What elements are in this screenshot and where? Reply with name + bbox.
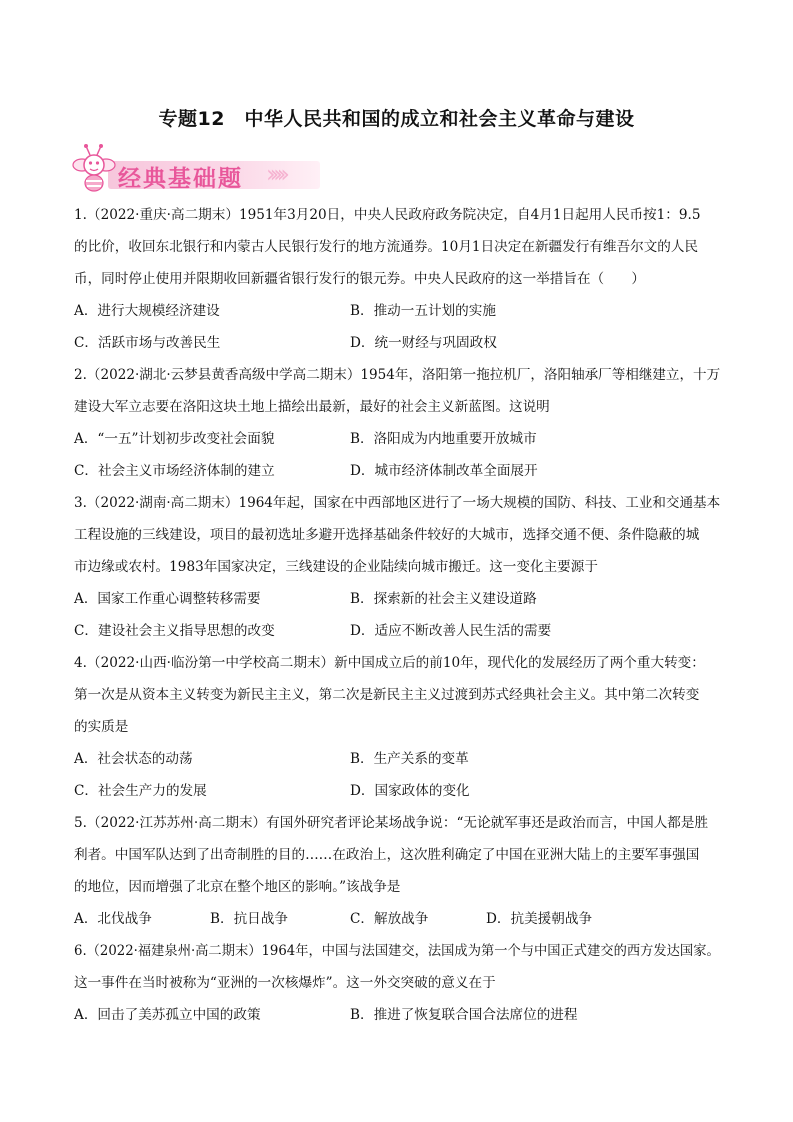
question-4-line-2: 第一次是从资本主义转变为新民主主义，第二次是新民主主义过渡到苏式经典社会主义。其中第二次转变: [74, 687, 700, 703]
question-2-option-b: B．洛阳成为内地重要开放城市: [350, 431, 537, 447]
question-6-option-a: A．回击了美苏孤立中国的政策: [74, 1007, 261, 1023]
section-heading: 经典基础题: [118, 166, 243, 192]
question-1-option-b: B．推动一五计划的实施: [350, 303, 496, 319]
question-5-option-b: B．抗日战争: [210, 911, 288, 927]
question-5-line-3: 的地位，因而增强了北京在整个地区的影响。”该战争是: [74, 879, 401, 895]
question-3-line-2: 工程设施的三线建设，项目的最初选址多避开选择基础条件较好的大城市，选择交通不便、条件隐蔽的城: [74, 527, 700, 543]
question-4-option-d: D．国家政体的变化: [350, 783, 470, 799]
question-5-line-2: 利者。中国军队达到了出奇制胜的目的……在政治上，这次胜利确定了中国在亚洲大陆上的主要军事强国: [74, 847, 700, 863]
question-1-option-d: D．统一财经与巩固政权: [350, 335, 497, 351]
question-2-option-a: A．“一五”计划初步改变社会面貌: [74, 431, 275, 447]
question-5-option-c: C．解放战争: [350, 911, 429, 927]
question-4-option-b: B．生产关系的变革: [350, 751, 469, 767]
question-3-line-3: 市边缘或农村。1983年国家决定，三线建设的企业陆续向城市搬迁。这一变化主要源于: [74, 559, 598, 575]
question-4-line-3: 的实质是: [74, 719, 129, 735]
question-2-line-1: 2.（2022·湖北·云梦县黄香高级中学高二期末）1954年，洛阳第一拖拉机厂，洛阳轴承厂等相继建立，十万: [74, 367, 721, 383]
question-4-option-c: C．社会生产力的发展: [74, 783, 207, 799]
bee-icon: [70, 143, 118, 193]
question-1-line-1: 1.（2022·重庆·高二期末）1951年3月20日，中央人民政府政务院决定，自4月1日起用人民币按1：9.5: [74, 207, 701, 223]
question-5-line-1: 5.（2022·江苏苏州·高二期末）有国外研究者评论某场战争说：“无论就军事还是政治而言，中国人都是胜: [74, 815, 709, 831]
question-3-option-c: C．建设社会主义指导思想的改变: [74, 623, 275, 639]
question-3-option-a: A．国家工作重心调整转移需要: [74, 591, 261, 607]
question-2-option-d: D．城市经济体制改革全面展开: [350, 463, 538, 479]
question-6-line-2: 这一事件在当时被称为“亚洲的一次核爆炸”。这一外交突破的意义在于: [74, 975, 496, 991]
question-4-line-1: 4.（2022·山西·临汾第一中学校高二期末）新中国成立后的前10年，现代化的发展经历了两个重大转变：: [74, 655, 705, 671]
question-3-option-b: B．探索新的社会主义建设道路: [350, 591, 537, 607]
question-3-option-d: D．适应不断改善人民生活的需要: [350, 623, 552, 639]
question-1-line-2: 的比价，收回东北银行和内蒙古人民银行发行的地方流通券。10月1日决定在新疆发行有维吾尔文的人民: [74, 239, 699, 255]
question-6-line-1: 6.（2022·福建泉州·高二期末）1964年，中国与法国建交，法国成为第一个与中国正式建交的西方发达国家。: [74, 943, 720, 959]
question-1-option-a: A．进行大规模经济建设: [74, 303, 220, 319]
question-5-option-d: D．抗美援朝战争: [486, 911, 593, 927]
question-5-option-a: A．北伐战争: [74, 911, 152, 927]
question-1-option-c: C．活跃市场与改善民生: [74, 335, 221, 351]
section-banner: [70, 143, 330, 193]
page-title: 专题12 中华人民共和国的成立和社会主义革命与建设: [158, 108, 635, 130]
question-6-option-b: B．推进了恢复联合国合法席位的进程: [350, 1007, 578, 1023]
question-1-line-3: 币，同时停止使用并限期收回新疆省银行发行的银元券。中央人民政府的这一举措旨在（ ）: [74, 271, 645, 287]
question-4-option-a: A．社会状态的动荡: [74, 751, 193, 767]
chevron-arrows-icon: ›››››: [266, 160, 284, 188]
question-3-line-1: 3.（2022·湖南·高二期末）1964年起，国家在中西部地区进行了一场大规模的国防、科技、工业和交通基本: [74, 495, 721, 511]
question-2-option-c: C．社会主义市场经济体制的建立: [74, 463, 275, 479]
question-2-line-2: 建设大军立志要在洛阳这块土地上描绘出最新，最好的社会主义新蓝图。这说明: [74, 399, 550, 415]
